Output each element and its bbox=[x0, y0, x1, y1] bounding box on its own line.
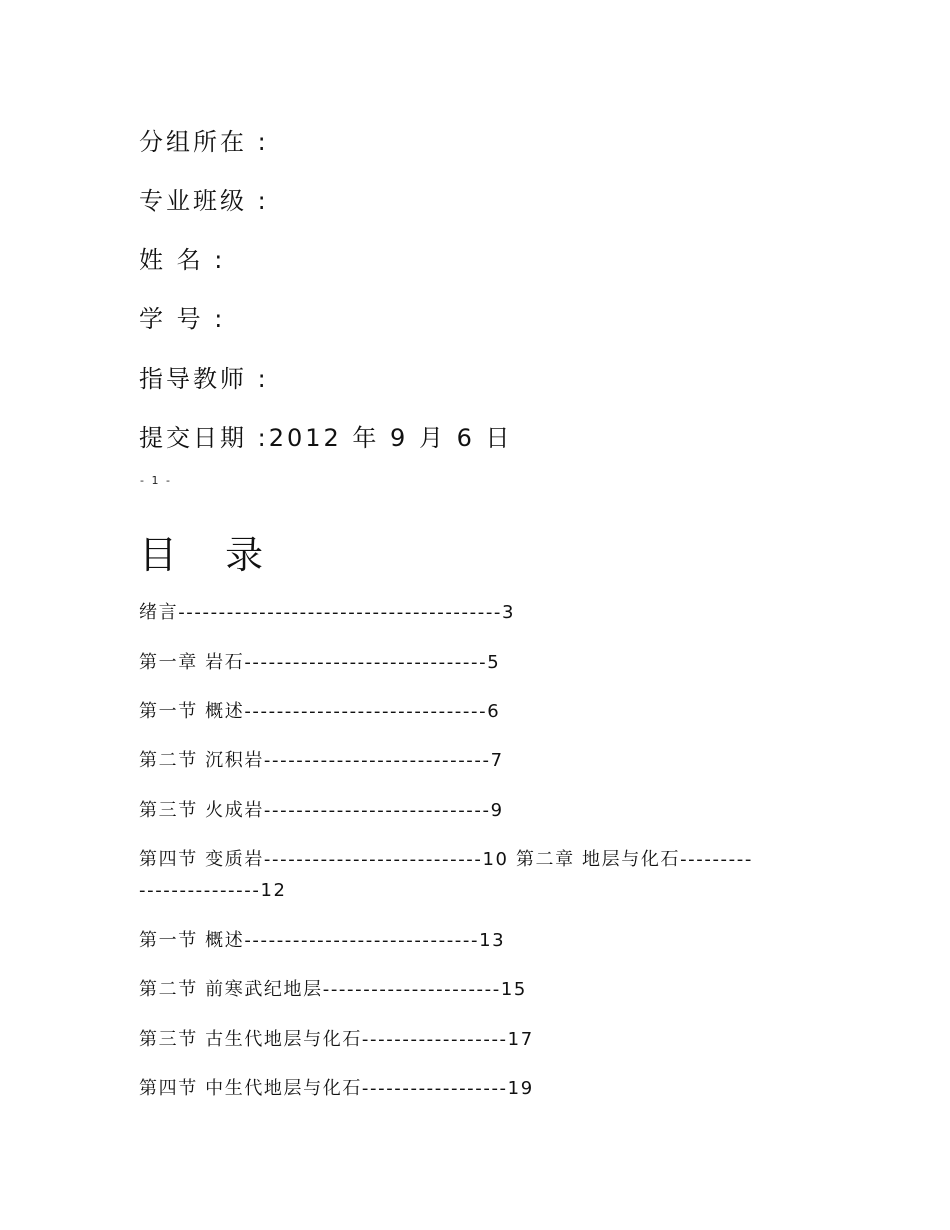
toc-entry[interactable] bbox=[139, 796, 504, 822]
student-id-field: 学 号 : bbox=[139, 305, 226, 333]
toc-entry-label: 第二节 沉积岩 bbox=[139, 750, 264, 771]
toc-entry-leader: --------------------------- bbox=[263, 849, 483, 870]
page-number: - 1 - bbox=[140, 474, 172, 487]
toc-entry[interactable] bbox=[139, 1074, 534, 1100]
toc-entry-page: 10 bbox=[482, 849, 509, 870]
toc-entry-leader: ---------------------------------------- bbox=[178, 602, 503, 623]
toc-entry-wrapped[interactable] bbox=[139, 844, 759, 906]
toc-entry-leader: ------------------------ bbox=[139, 849, 753, 901]
toc-entry-page: 3 bbox=[502, 602, 516, 623]
toc-entry[interactable] bbox=[139, 975, 527, 1001]
toc-entry-label: 第一节 概述 bbox=[139, 701, 245, 722]
advisor-field: 指导教师 : bbox=[139, 365, 269, 393]
toc-entry-label: 第三节 古生代地层与化石 bbox=[139, 1029, 362, 1050]
toc-entry-leader: ------------------------------ bbox=[244, 701, 488, 722]
toc-entry[interactable] bbox=[139, 697, 500, 723]
toc-entry-leader: ------------------------------ bbox=[244, 652, 488, 673]
submit-date-field: 提交日期 :2012 年 9 月 6 日 bbox=[139, 424, 513, 452]
toc-entry-label: 第二章 地层与化石 bbox=[515, 849, 681, 870]
toc-entry[interactable] bbox=[139, 598, 515, 624]
toc-entry-page: 6 bbox=[487, 701, 501, 722]
toc-entry-leader: ------------------ bbox=[361, 1078, 508, 1099]
toc-entry-leader: ----------------------------- bbox=[244, 930, 480, 951]
toc-entry-leader: ---------------------------- bbox=[263, 750, 491, 771]
toc-entry-leader: ------------------ bbox=[361, 1029, 508, 1050]
toc-entry-label: 第四节 变质岩 bbox=[139, 849, 264, 870]
toc-entry-page: 7 bbox=[490, 750, 504, 771]
group-field: 分组所在 : bbox=[139, 128, 269, 156]
toc-entry-page: 15 bbox=[500, 979, 527, 1000]
toc-entry-leader: ---------------------------- bbox=[263, 800, 491, 821]
toc-entry-page: 19 bbox=[507, 1078, 534, 1099]
toc-entry[interactable] bbox=[139, 926, 505, 952]
toc-entry-label: 第二节 前寒武纪地层 bbox=[139, 979, 323, 1000]
name-field: 姓 名 : bbox=[139, 246, 226, 274]
toc-entry-page: 5 bbox=[487, 652, 501, 673]
toc-entry-page: 12 bbox=[260, 880, 287, 901]
toc-entry-label: 第三节 火成岩 bbox=[139, 800, 264, 821]
toc-entry-label: 第一章 岩石 bbox=[139, 652, 245, 673]
toc-entry-leader: ---------------------- bbox=[322, 979, 501, 1000]
toc-entry-page: 9 bbox=[490, 800, 504, 821]
toc-title: 目 录 bbox=[139, 533, 282, 577]
toc-entry[interactable] bbox=[139, 746, 504, 772]
toc-entry-page: 13 bbox=[479, 930, 506, 951]
toc-entry-label: 第四节 中生代地层与化石 bbox=[139, 1078, 362, 1099]
toc-entry-label: 绪言 bbox=[139, 602, 179, 623]
toc-entry-page: 17 bbox=[507, 1029, 534, 1050]
major-class-field: 专业班级 : bbox=[139, 187, 269, 215]
toc-entry[interactable] bbox=[139, 648, 500, 674]
toc-entry-label: 第一节 概述 bbox=[139, 930, 245, 951]
toc-entry[interactable] bbox=[139, 1025, 534, 1051]
